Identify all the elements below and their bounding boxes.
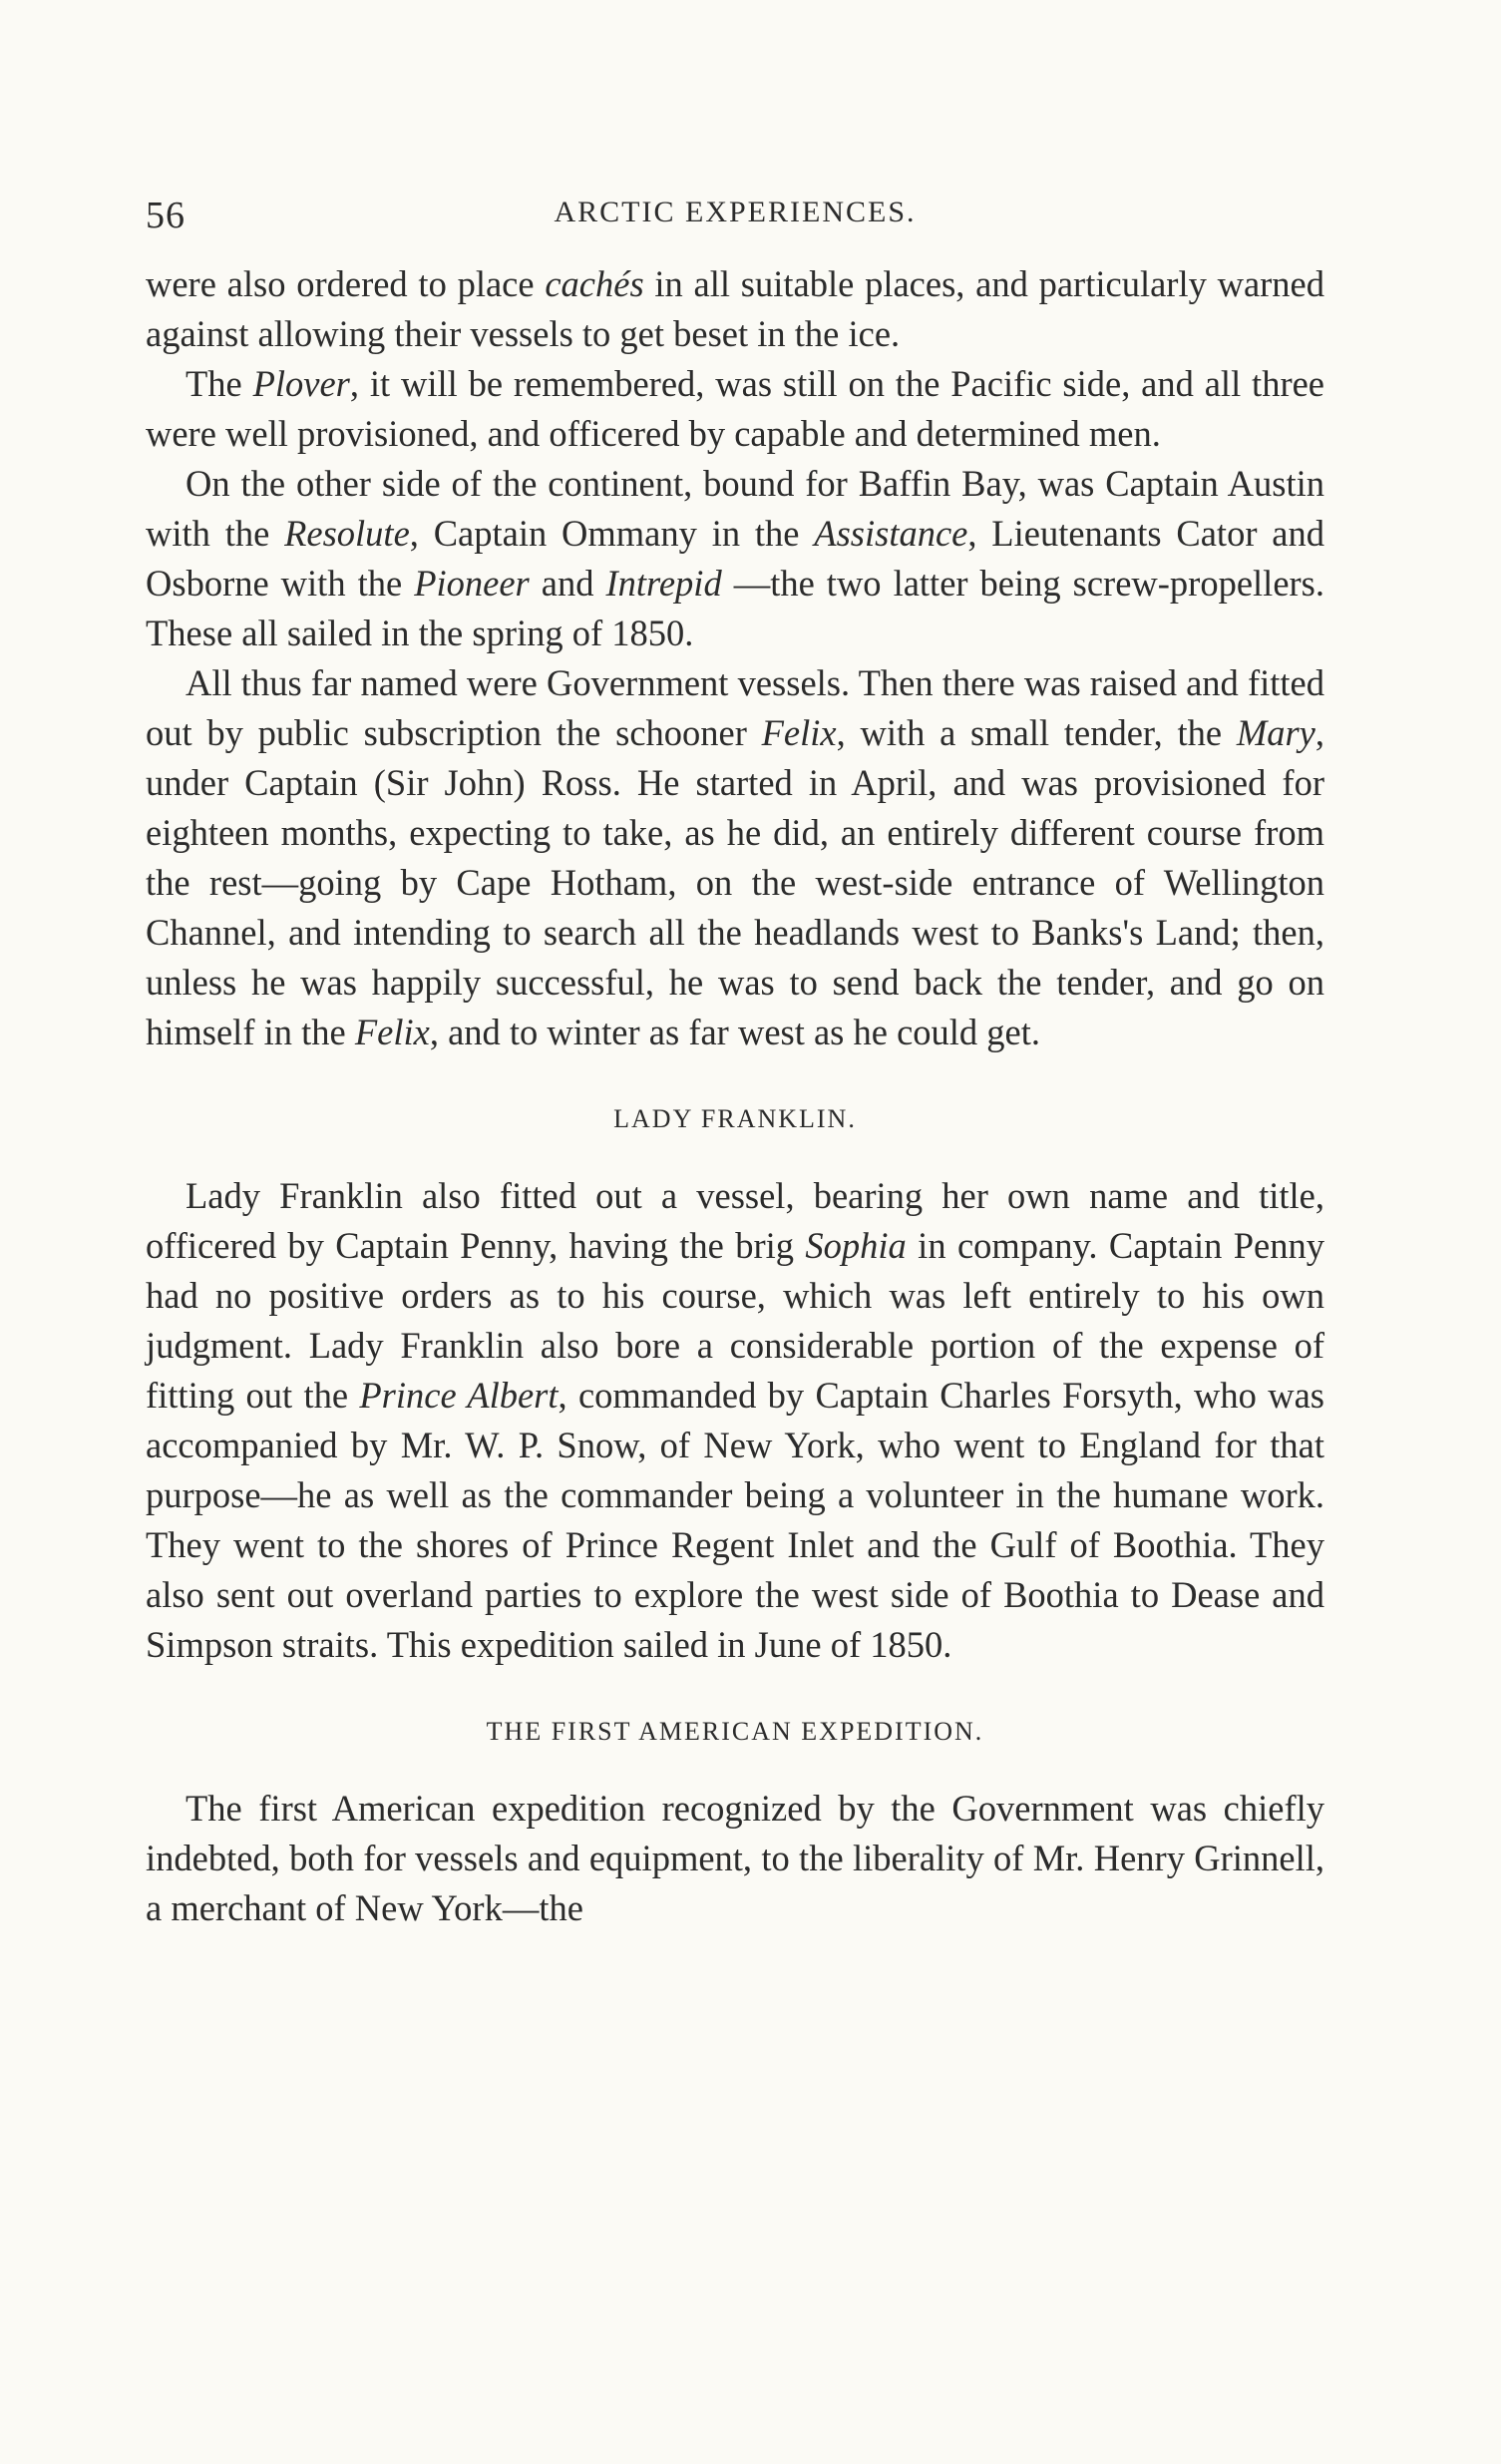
paragraph-baffin-bay: On the other side of the continent, bound for Baffin Bay, was Captain Austin with the Resolute, Captain Ommany in the Assistance, Lieutenants Cator and Osborne with the Pioneer and Intrepid —the two latter being screw-propellers. These all sailed in the spring of 1850. [146, 463, 1324, 653]
paragraph-first-american-expedition: The first American expedition recognized by the Government was chiefly indebted, both for vessels and equipment, to the liberality of Mr. Henry Grinnell, a merchant of New York—the [146, 1788, 1324, 1928]
paragraph-lady-franklin: Lady Franklin also fitted out a vessel, bearing her own name and title, officered by Captain Penny, having the brig Sophia in company. Captain Penny had no positive orders as to his course, which was left entirely to his own judgment. Lady Franklin also bore a considerable portion of the expense of fitting out the Prince Albert, commanded by Captain Charles Forsyth, who was accompanied by Mr. W. P. Snow, of New York, who went to England for that purpose—he as well as the commander being a volunteer in the humane work. They went to the shores of Prince Regent Inlet and the Gulf of Boothia. They also sent out overland parties to explore the west side of Boothia to Dease and Simpson straits. This expedition sailed in June of 1850. [146, 1175, 1325, 1665]
running-header [146, 186, 1324, 245]
section-heading-lady-franklin: LADY FRANKLIN. [613, 1104, 857, 1133]
section-heading-first-american-expedition: THE FIRST AMERICAN EXPEDITION. [486, 1717, 984, 1746]
paragraph-caches: were also ordered to place cachés in all suitable places, and particularly warned against allowing their vessels to get beset in the ice. [146, 263, 1325, 354]
page-number: 56 [146, 195, 186, 236]
book-page [146, 186, 1324, 1933]
paragraph-plover: The Plover, it will be remembered, was still on the Pacific side, and all three were well provisioned, and officered by capable and determined men. [146, 363, 1324, 454]
paragraph-government-vessels: All thus far named were Government vessels. Then there was raised and fitted out by public subscription the schooner Felix, with a small tender, the Mary, under Captain (Sir John) Ross. He started in April, and was provisioned for eighteen months, expecting to take, as he did, an entirely different course from the rest—going by Cape Hotham, on the west-side entrance of Wellington Channel, and intending to search all the headlands west to Banks's Land; then, unless he was happily successful, he was to send back the tender, and go on himself in the Felix, and to winter as far west as he could get. [146, 662, 1324, 1052]
running-title: ARCTIC EXPERIENCES. [554, 196, 917, 228]
